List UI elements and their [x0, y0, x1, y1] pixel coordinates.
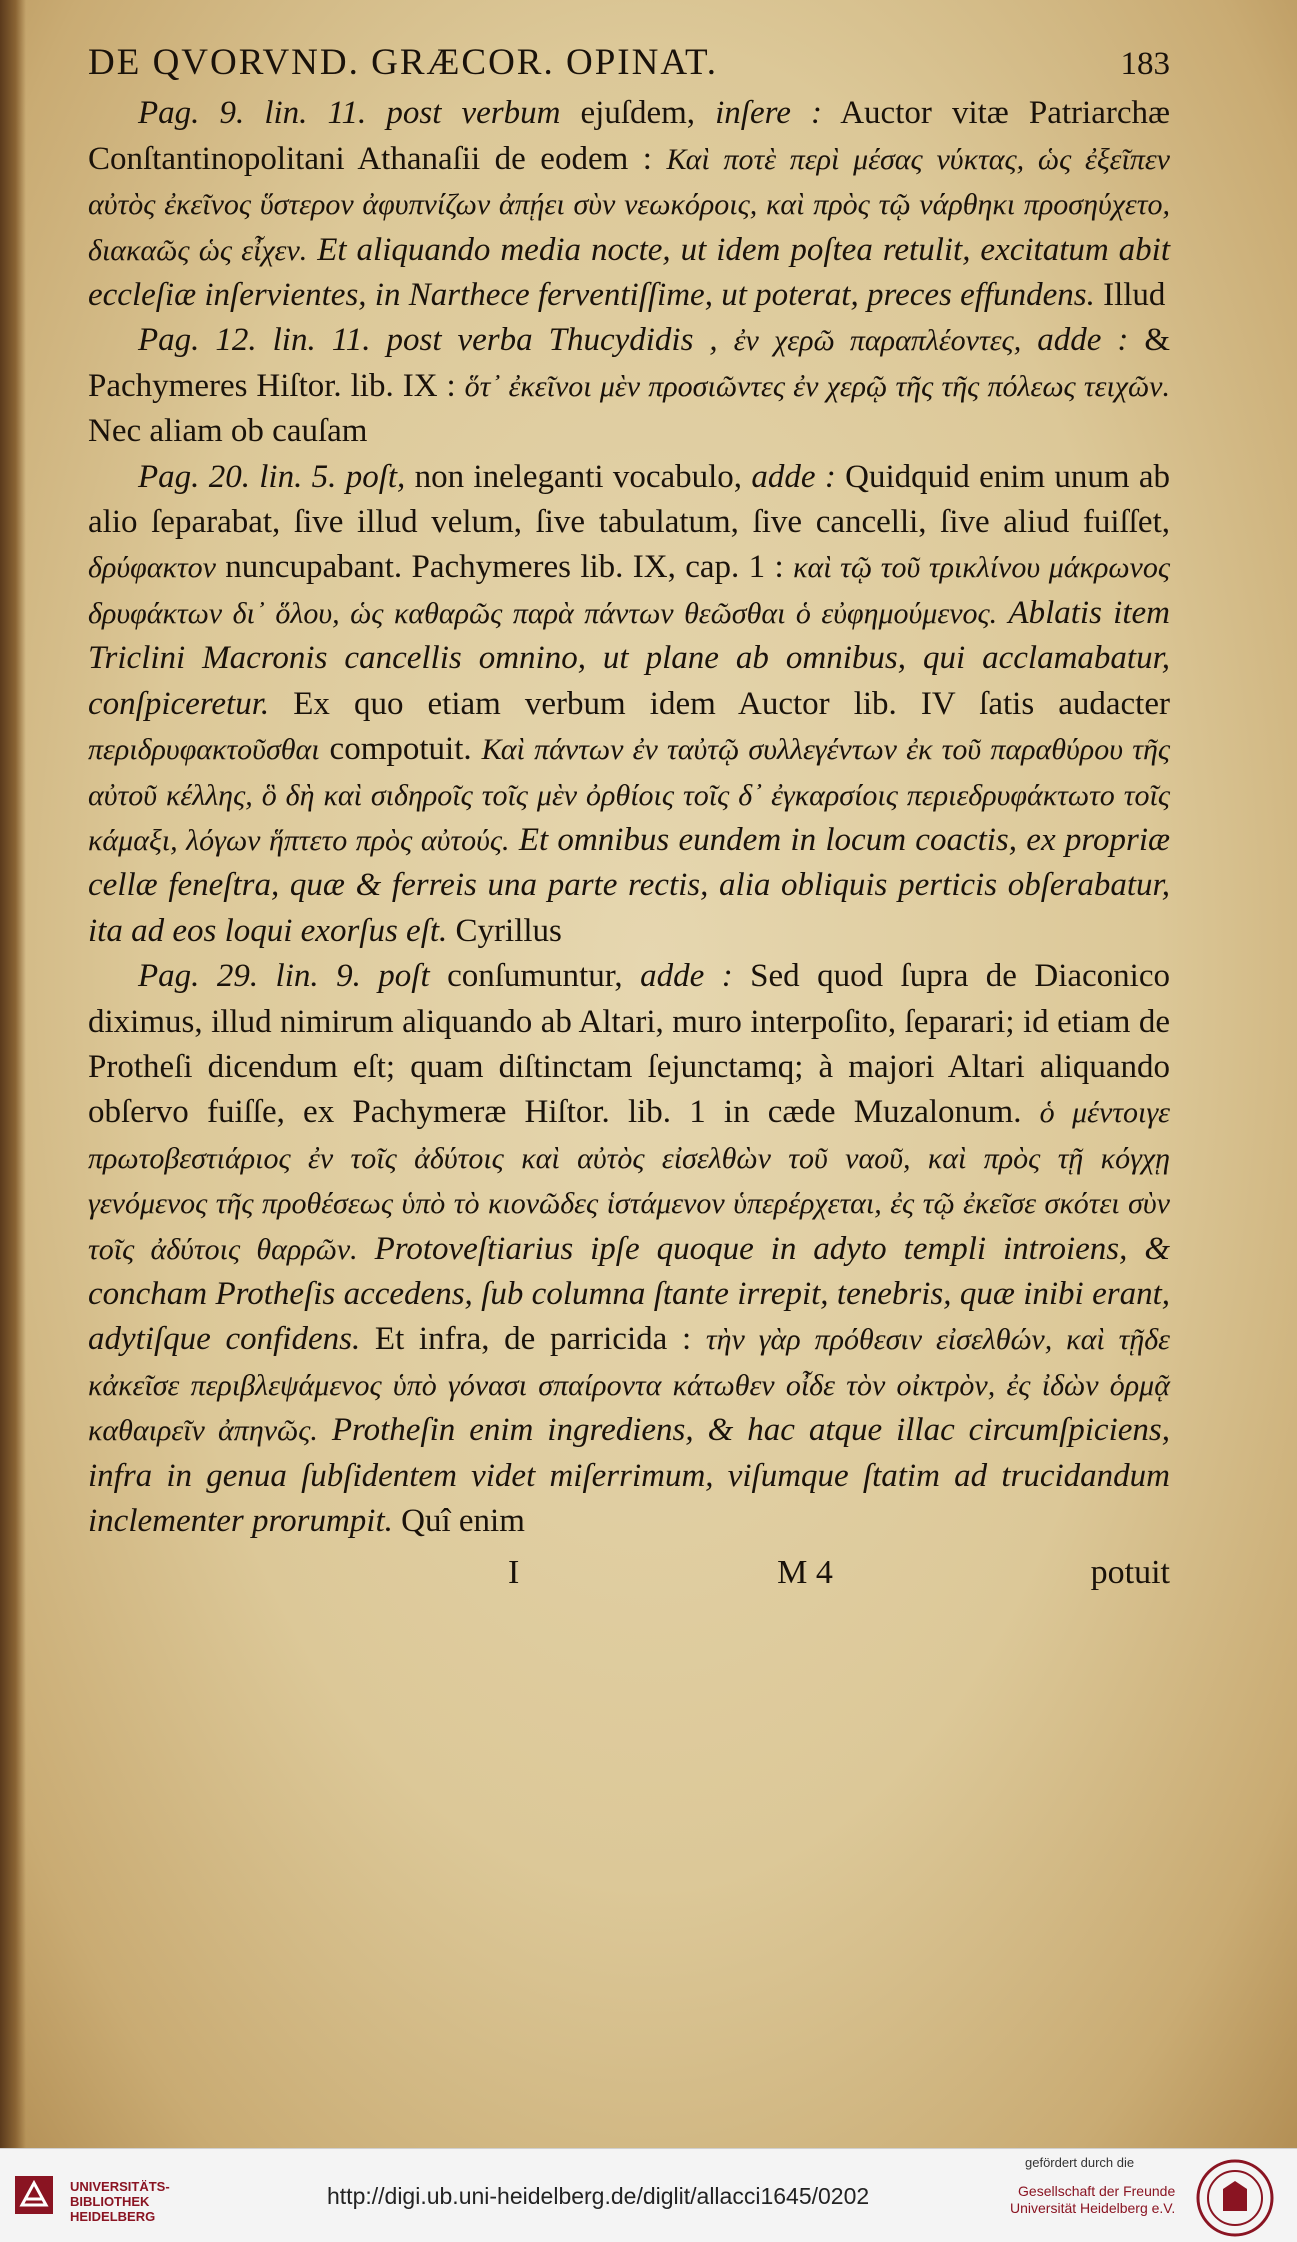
- roman-text: & Pachymeres Hiſtor. lib. IX :: [88, 322, 1171, 404]
- sponsor-label: gefördert durch die: [1025, 2155, 1135, 2170]
- italic-text: Pag. 9. lin. 11. post verbum: [138, 95, 561, 132]
- greek-quotation: ὅτ᾽ ἐκεῖνοι μὲν προσιῶντες ἐν χερῷ τῆς τῆς πόλεως τειχῶν.: [464, 369, 1170, 403]
- italic-text: Pag. 20. lin. 5. poſt,: [138, 458, 406, 495]
- italic-text: adde :: [751, 458, 836, 495]
- italic-text: Protoveſtiarius ipſe quoque in adyto templi introiens, & concham Protheſis accedens, ſub columna ſtante irrepit, tenebris, quæ inibi erant, adytiſque confidens.: [88, 1230, 1170, 1358]
- page-text-block: [88, 40, 1170, 1596]
- greek-quotation: ὁ μέντοιγε πρωτοβεστιάριος ἐν τοῖς ἀδύτοις καὶ αὐτὸς εἰσελθὼν τοῦ ναοῦ, καὶ πρὸς τῇ κόγχῃ γενόμενος τῆς προθέσεως ὑπὸ τὸ κιονῶδες ἱστάμενον ὑπερέρχεται, ἐς τῷ ἐκεῖσε σκότει σὺν τοῖς ἀδύτοις θαρρῶν.: [88, 1096, 1170, 1266]
- paragraph: [88, 91, 1170, 318]
- italic-text: Pag. 29. lin. 9. poſt: [138, 958, 430, 995]
- italic-text: Et omnibus eundem in locum coactis, ex propriæ cellæ feneſtra, quæ & ferreis una parte rectis, alia obliquis perticis obſerabatur, ita ad eos loqui exorſus eſt.: [88, 821, 1170, 949]
- roman-text: Sed quod ſupra de Diaconico diximus, illud nimirum aliquando ab Altari, muro interpoſito, ſeparari; id etiam de Protheſi dicendum eſt; quam diſtinctam ſejunctamq; à majori Altari aliquando obſervo fuiſſe, ex Pachymeræ Hiſtor. lib. 1 in cæde Muzalonum.: [88, 958, 1170, 1131]
- greek-quotation: τὴν γὰρ πρόθεσιν εἰσελθών, καὶ τῇδε κἀκεῖσε περιβλεψάμενος ὑπὸ γόνασι σπαίροντα κάτωθεν οἶδε τὸν οἰκτρὸν, ἐς ἰδὼν ὁρμᾷ καθαιρεῖν ἀπηνῶς.: [88, 1323, 1170, 1448]
- paragraph: [88, 455, 1170, 954]
- signature-line: [88, 1550, 1170, 1595]
- roman-text: Quidquid enim unum ab alio ſeparabat, ſive illud velum, ſive tabulatum, ſive cancelli, ſive aliud fuiſſet,: [88, 458, 1171, 541]
- italic-text: Protheſin enim ingrediens, & hac atque illac circumſpiciens, infra in genua ſubſidentem videt miſerrimum, viſumque ſtatim ad trucidandum inclementer prorumpit.: [88, 1412, 1170, 1539]
- greek-quotation: καὶ τῷ τοῦ τρικλίνου μάκρωνος δρυφάκτων δι᾽ ὅλου, ὡς καθαρῶς παρὰ πάντων θεῶσθαι ὁ εὐφημούμενος.: [88, 551, 1171, 630]
- roman-text: Illud: [1094, 277, 1166, 314]
- paragraph: [88, 954, 1170, 1544]
- roman-text: ejuſdem,: [560, 95, 716, 132]
- roman-text: compotuit.: [319, 731, 482, 768]
- roman-text: non ineleganti vocabulo,: [405, 458, 752, 495]
- greek-quotation: ἐν χερῶ παραπλέοντες,: [733, 324, 1022, 358]
- roman-text: Nec aliam ob cauſam: [88, 413, 368, 450]
- greek-quotation: δρύφακτον: [88, 551, 216, 585]
- roman-text: Auctor vitæ Patriarchæ Conſtantinopolitani Athanaſii de eodem :: [88, 95, 1170, 177]
- italic-text: adde :: [640, 958, 733, 995]
- greek-quotation: Καὶ πάντων ἐν ταὐτῷ συλλεγέντων ἐκ τοῦ παραθύρου τῆς αὐτοῦ κέλλης, ὃ δὴ καὶ σιδηροῖς τοῖς μὲν ὀρθίοις τοῖς δ᾽ ἐγκαρσίοις περιεδρυφάκτωτο τοῖς κάμαξι, λόγων ἥπτετο πρὸς αὐτούς.: [88, 733, 1171, 857]
- signature-mark: I: [508, 1554, 520, 1592]
- page-number: 183: [1120, 46, 1170, 82]
- roman-text: nuncupabant. Pachymeres lib. IX, cap. 1 :: [215, 549, 794, 586]
- catchword: potuit: [1090, 1554, 1170, 1592]
- sponsor-name: Gesellschaft der Freunde Universität Heidelberg e.V.: [1010, 2183, 1176, 2216]
- roman-text: Quî enim: [392, 1503, 525, 1539]
- roman-text: conſumuntur,: [429, 958, 641, 995]
- running-header: [88, 40, 1170, 87]
- roman-text: Et infra, de parricida :: [360, 1321, 706, 1358]
- library-name: UNIVERSITÄTS- BIBLIOTHEK HEIDELBERG: [70, 2179, 170, 2224]
- greek-quotation: περιδρυφακτοῦσθαι: [88, 733, 320, 767]
- gathering-signature: M 4: [777, 1554, 833, 1592]
- running-title: DE QVORVND. GRÆCOR. OPINAT.: [88, 42, 719, 83]
- italic-text: inſere :: [715, 95, 822, 132]
- permalink-url[interactable]: http://digi.ub.uni-heidelberg.de/diglit/allacci1645/0202: [327, 2183, 870, 2209]
- italic-text: adde :: [1021, 322, 1129, 359]
- roman-text: Ex quo etiam verbum idem Auctor lib. IV ſatis audacter: [269, 685, 1170, 722]
- university-seal-icon: [1196, 2159, 1274, 2237]
- paragraph: [88, 318, 1170, 454]
- italic-text: Pag. 12. lin. 11. post verba Thucydidis ,: [138, 322, 734, 359]
- roman-text: Cyrillus: [447, 912, 562, 949]
- library-logo-icon: [14, 2175, 54, 2215]
- viewer-footer: [0, 2148, 1297, 2242]
- italic-text: Ablatis item Triclini Macronis cancellis omnino, ut plane ab omnibus, qui acclamabatur, conſpiceretur.: [88, 594, 1170, 722]
- greek-quotation: Καὶ ποτὲ περὶ μέσας νύκτας, ὡς ἐξεῖπεν αὐτὸς ἐκεῖνος ὕστερον ἀφυπνίζων ἀπῄει σὺν νεωκόροις, καὶ πρὸς τῷ νάρθηκι προσηύχετο, διακαῶς ὡς εἶχεν.: [88, 142, 1170, 267]
- italic-text: Et aliquando media nocte, ut idem poſtea retulit, excitatum abit eccleſiæ inſervientes, in Narthece ferventiſſime, ut poterat, preces effundens.: [88, 231, 1171, 314]
